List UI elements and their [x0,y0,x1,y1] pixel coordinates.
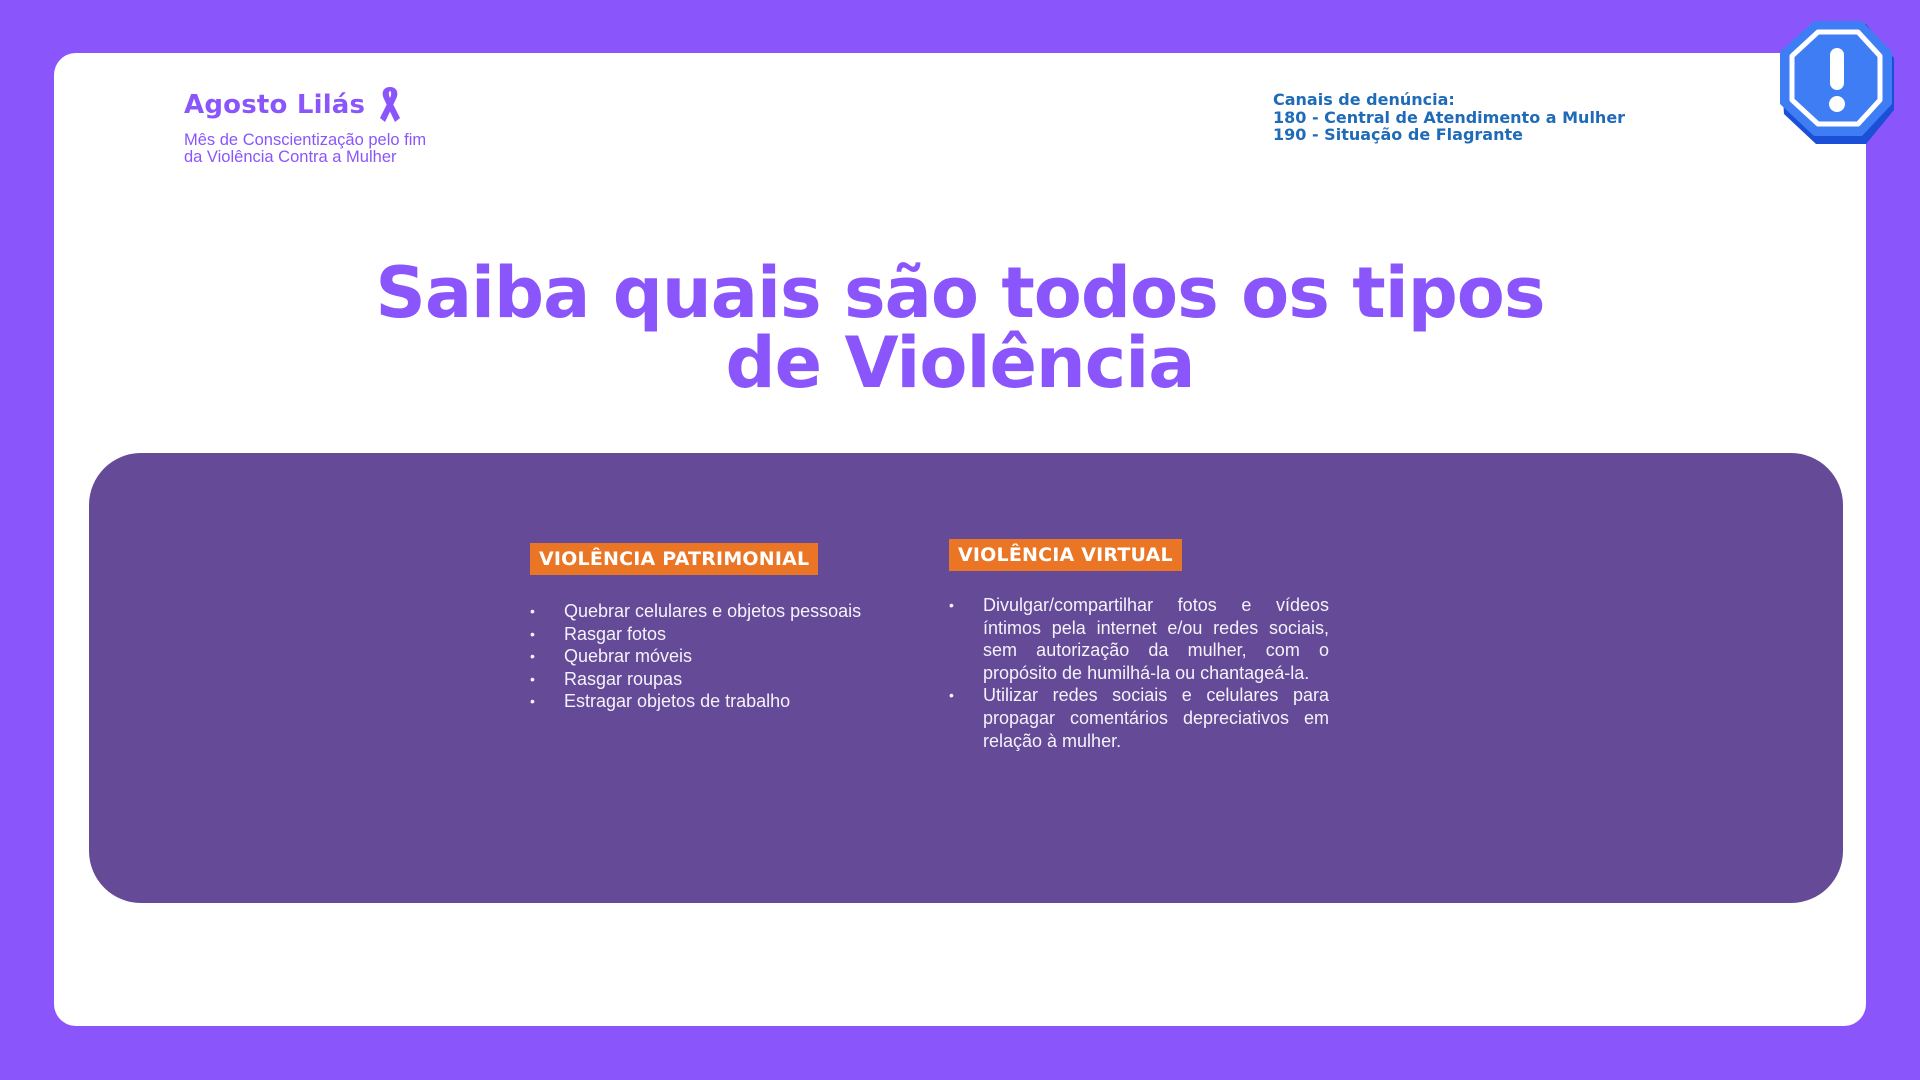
brand-title: Agosto Lilás [184,90,366,120]
brand-title-row [184,84,426,126]
brand-subtitle-line2: da Violência Contra a Mulher [184,148,397,166]
channels-heading: Canais de denúncia: [1273,90,1455,109]
alert-exclamation-icon [1774,18,1898,150]
headline-line1: Saiba quais são todos os tipos [375,252,1545,334]
section-title-virtual: VIOLÊNCIA VIRTUAL [949,539,1182,571]
virtual-list [949,594,1329,752]
channel-180: 180 - Central de Atendimento a Mulher [1273,107,1626,127]
channel-190: 190 - Situação de Flagrante [1273,125,1523,144]
section-title-patrimonial: VIOLÊNCIA PATRIMONIAL [530,543,818,575]
page-headline [300,252,1620,404]
list-item: • Estragar objetos de trabalho [530,690,910,713]
section-virtual [949,539,1329,752]
awareness-ribbon-icon [375,84,405,126]
patrimonial-list [530,600,910,713]
list-item: • Quebrar celulares e objetos pessoais [530,600,910,623]
report-channels [1273,91,1625,144]
list-item: • Rasgar fotos [530,623,910,646]
list-item: • Rasgar roupas [530,668,910,691]
list-item: • Divulgar/compartilhar fotos e vídeos íntimos pela internet e/ou redes sociais, sem autorização da mulher, com o propósito de humilhá-la ou chantageá-la. [949,594,1329,684]
list-item: • Utilizar redes sociais e celulares para propagar comentários depreciativos em relação à mulher. [949,684,1329,752]
headline-line2: de Violência [725,322,1195,404]
brand-subtitle-line1: Mês de Conscientização pelo fim [184,131,427,149]
section-patrimonial [530,543,910,713]
brand-block [184,84,426,166]
brand-subtitle [184,132,426,166]
list-item: • Quebrar móveis [530,645,910,668]
